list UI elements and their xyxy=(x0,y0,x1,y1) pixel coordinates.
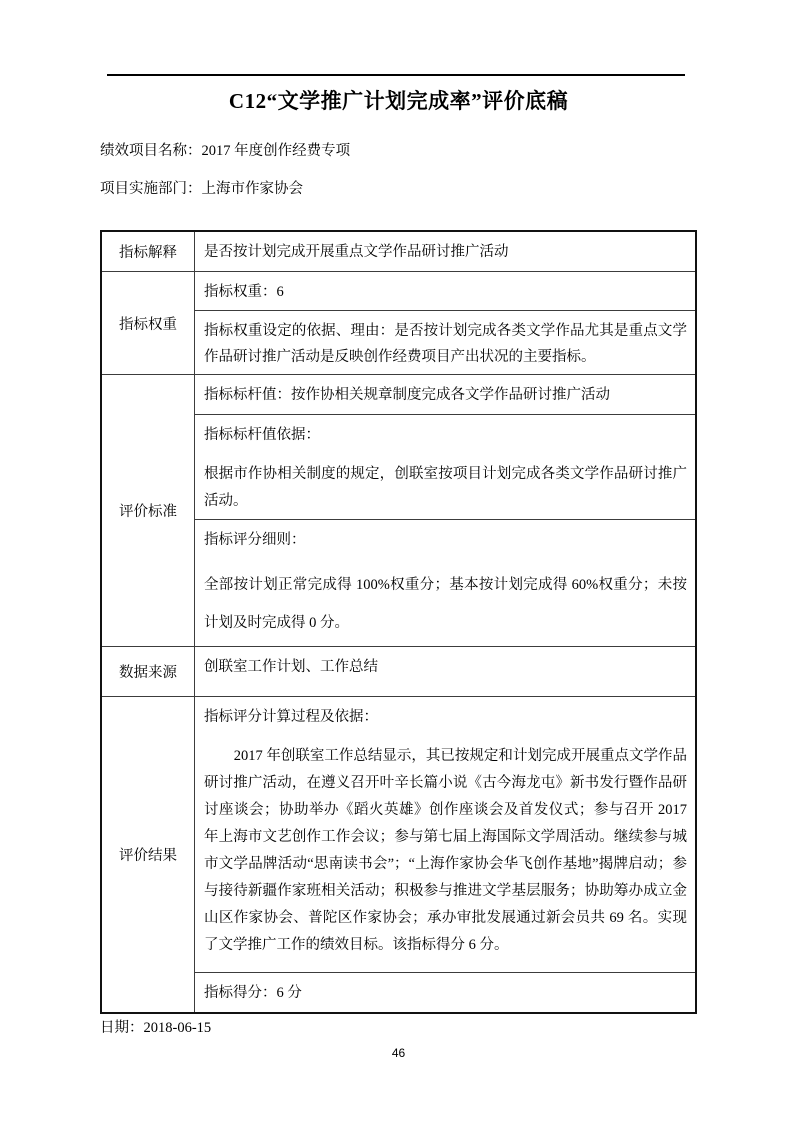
table-cell xyxy=(195,697,695,972)
cell-heading: 指标评分细则： xyxy=(204,532,306,548)
row-content xyxy=(194,232,695,271)
cell-text: 是否按计划完成开展重点文学作品研讨推广活动 xyxy=(204,244,509,260)
row-label: 评价结果 xyxy=(119,848,177,864)
evaluation-table xyxy=(100,230,697,1014)
table-row-evaluation-criteria xyxy=(102,374,695,646)
row-content xyxy=(194,375,695,646)
project-name-line: 绩效项目名称：2017 年度创作经费专项 xyxy=(100,143,351,159)
row-label: 评价标准 xyxy=(119,504,177,520)
row-content xyxy=(194,272,695,374)
table-row-evaluation-result xyxy=(102,696,695,1012)
table-cell xyxy=(195,647,695,696)
table-cell xyxy=(195,310,695,374)
table-cell xyxy=(195,232,695,271)
table-cell xyxy=(195,972,695,1012)
header-rule xyxy=(107,74,685,76)
cell-text: 指标标杆值：按作协相关规章制度完成各文学作品研讨推广活动 xyxy=(204,387,610,403)
table-cell xyxy=(195,375,695,414)
document-content xyxy=(100,0,697,1060)
cell-text: 指标权重设定的依据、理由：是否按计划完成各类文学作品尤其是重点文学作品研讨推广活动是反映创作经费项目产出状况的主要指标。 xyxy=(204,323,687,365)
cell-heading: 指标标杆值依据： xyxy=(204,427,320,443)
cell-heading: 指标评分计算过程及依据： xyxy=(204,709,378,725)
department-line: 项目实施部门：上海市作家协会 xyxy=(100,181,303,197)
cell-text: 根据市作协相关制度的规定，创联室按项目计划完成各类文学作品研讨推广活动。 xyxy=(204,466,687,509)
cell-text: 创联室工作计划、工作总结 xyxy=(204,659,378,675)
row-label: 指标权重 xyxy=(119,316,177,333)
row-label: 指标解释 xyxy=(119,245,177,261)
row-label: 数据来源 xyxy=(119,665,177,681)
table-row-data-source xyxy=(102,646,695,696)
cell-text: 2017 年创联室工作总结显示，其已按规定和计划完成开展重点文学作品研讨推广活动，在遵义召开叶辛长篇小说《古今海龙屯》新书发行暨作品研讨座谈会；协助举办《蹈火英雄》创作座谈会及首发仪式；参与召开 2017 年上海市文艺创作工作会议；参与第七届上海国际文学周活动。继续参与城市文学品牌活动“思南读书会”；“上海作家协会华飞创作基地”揭牌启动；参与接待新疆作家班相关活动；积极参与推进文学基层服务；协助筹办成立金山区作家协会、普陀区作家协会；承办审批发展通过新会员共 69 名。实现了文学推广工作的绩效目标。该指标得分 6 分。 xyxy=(204,748,687,953)
page-title: C12“文学推广计划完成率”评价底稿 xyxy=(228,89,569,113)
row-content xyxy=(194,647,695,696)
page-number: 46 xyxy=(391,1046,406,1060)
cell-text: 全部按计划正常完成得 100%权重分；基本按计划完成得 60%权重分；未按计划及时完成得 0 分。 xyxy=(204,577,687,631)
table-cell xyxy=(195,519,695,646)
table-row-indicator-weight xyxy=(102,271,695,374)
table-row-indicator-explanation xyxy=(102,232,695,271)
date-line: 日期：2018-06-15 xyxy=(100,1020,212,1036)
cell-text: 指标权重：6 xyxy=(204,284,284,300)
row-content xyxy=(194,697,695,1012)
cell-text: 指标得分：6 分 xyxy=(204,985,302,1001)
table-cell xyxy=(195,272,695,310)
table-cell xyxy=(195,414,695,519)
